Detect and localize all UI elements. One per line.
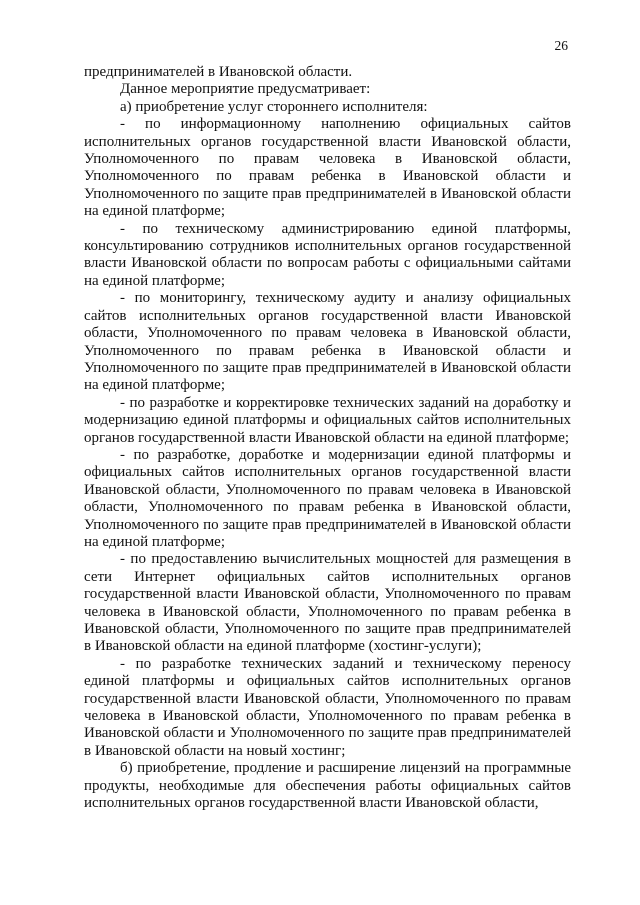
list-item-content-filling: - по информационному наполнению официальных сайтов исполнительных органов государственной власти Ивановской области, Уполномоченного по правам человека в Ивановской области, Уполномоченного по правам ребенка в Ивановской области и Уполномоченного по защите прав предпринимателей в Ивановской области на единой платформе; — [84, 116, 571, 220]
list-item-monitoring: - по мониторингу, техническому аудиту и анализу официальных сайтов исполнительных органов государственной власти Ивановской области, Уполномоченного по правам человека в Ивановской области, Уполномоченного по правам ребенка в Ивановской области и Уполномоченного по защите прав предпринимателей в Ивановской области на единой платформе; — [84, 290, 571, 394]
paragraph-continuation: предпринимателей в Ивановской области. — [84, 64, 353, 80]
list-item-administration: - по техническому администрированию единой платформы, консультированию сотрудников исполнительных органов государственной власти Ивановской области по вопросам работы с официальными сайтами на единой платформе; — [84, 220, 571, 289]
paragraph-intro: Данное мероприятие предусматривает: — [120, 81, 371, 98]
list-item-development: - по разработке, доработке и модернизации единой платформы и официальных сайтов исполнительных органов государственной власти Ивановской области, Уполномоченного по правам человека в Ивановской области, Уполномоченного по правам ребенка в Ивановской области, Уполномоченного по защите прав предпринимателей в Ивановской области на единой платформе; — [84, 446, 571, 550]
page-number: 26 — [554, 38, 568, 53]
document-body — [84, 64, 571, 812]
paragraph-item-a: а) приобретение услуг стороннего исполнителя: — [120, 98, 428, 115]
list-item-hosting: - по предоставлению вычислительных мощностей для размещения в сети Интернет официальных сайтов исполнительных органов государственной власти Ивановской области, Уполномоченного по правам человека в Ивановской области, Уполномоченного по правам ребенка в Ивановской области, Уполномоченного по защите прав предпринимателей в Ивановской области на единой платформе (хостинг-услуги); — [84, 551, 571, 655]
list-item-technical-specs: - по разработке и корректировке технических заданий на доработку и модернизацию единой платформы и официальных сайтов исполнительных органов государственной власти Ивановской области на единой платформе; — [84, 394, 571, 446]
list-item-migration: - по разработке технических заданий и техническому переносу единой платформы и официальных сайтов исполнительных органов государственной власти Ивановской области, Уполномоченного по правам человека в Ивановской области, Уполномоченного по правам ребенка в Ивановской области и Уполномоченного по защите прав предпринимателей в Ивановской области на новый хостинг; — [84, 655, 571, 759]
paragraph-item-b: б) приобретение, продление и расширение лицензий на программные продукты, необходимые для обеспечения работы официальных сайтов исполнительных органов государственной власти Ивановской области, — [84, 760, 571, 812]
